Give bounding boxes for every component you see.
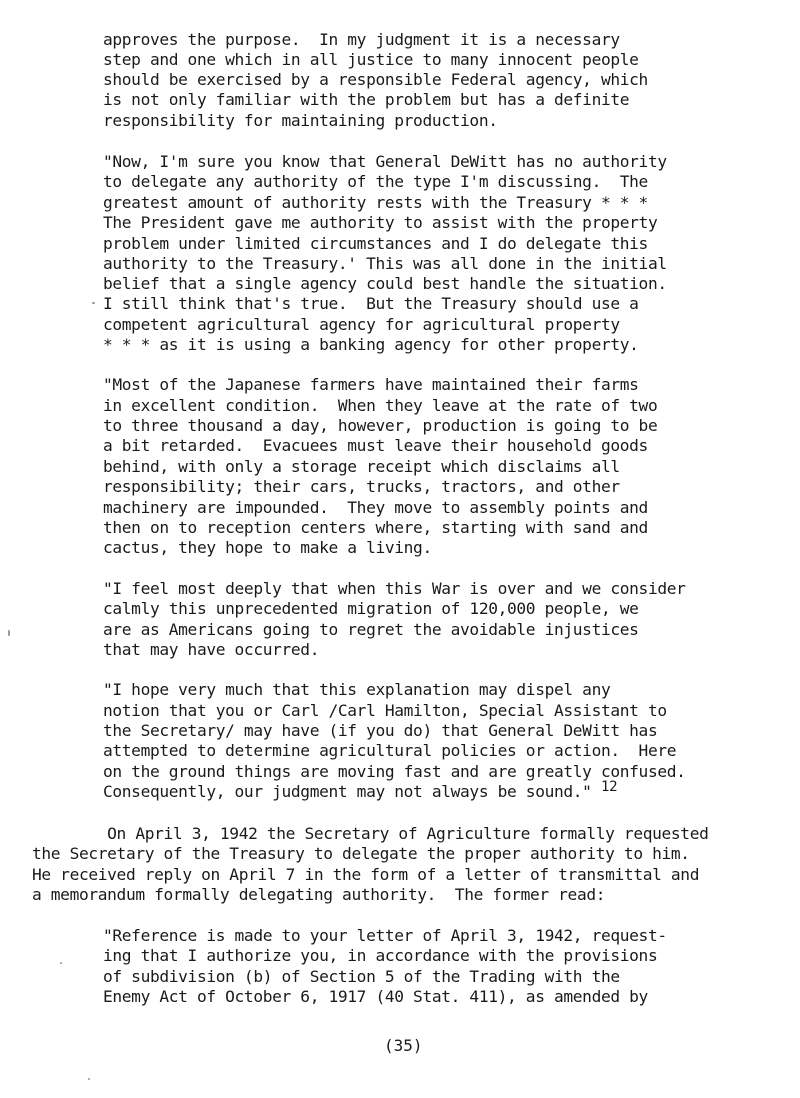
scan-speck [92, 302, 95, 304]
text-line: of subdivision (b) of Section 5 of the Trading with the [103, 967, 620, 986]
text-line: machinery are impounded. They move to assembly points and [103, 498, 648, 517]
text-line: problem under limited circumstances and I do delegate this [103, 234, 648, 253]
text-line: ing that I authorize you, in accordance with the provisions [103, 946, 658, 965]
text-line: greatest amount of authority rests with the Treasury * * * [103, 193, 648, 212]
text-line: behind, with only a storage receipt which disclaims all [103, 457, 620, 476]
scan-speck [88, 1078, 90, 1080]
text-line: should be exercised by a responsible Federal agency, which [103, 70, 648, 89]
scan-speck [8, 630, 10, 636]
text-line: in excellent condition. When they leave at the rate of two [103, 396, 658, 415]
text-line: responsibility; their cars, trucks, tractors, and other [103, 477, 620, 496]
text-line: the Secretary/ may have (if you do) that General DeWitt has [103, 721, 658, 740]
text-line: step and one which in all justice to many innocent people [103, 50, 639, 69]
text-line: Consequently, our judgment may not always be sound." [103, 782, 592, 801]
text-line: a bit retarded. Evacuees must leave their household goods [103, 436, 648, 455]
text-line: that may have occurred. [103, 640, 320, 659]
page-number: (35) [384, 1036, 423, 1055]
text-line: * * * as it is using a banking agency for other property. [103, 335, 639, 354]
text-line: responsibility for maintaining production. [103, 111, 498, 130]
text-line: calmly this unprecedented migration of 120,000 people, we [103, 599, 639, 618]
text-line: to delegate any authority of the type I'm discussing. The [103, 172, 648, 191]
text-line: On April 3, 1942 the Secretary of Agriculture formally requested [32, 824, 709, 843]
text-line: are as Americans going to regret the avoidable injustices [103, 620, 639, 639]
text-line: He received reply on April 7 in the form of a letter of transmittal and [32, 865, 700, 884]
text-line: notion that you or Carl /Carl Hamilton, Special Assistant to [103, 701, 667, 720]
text-line: "Reference is made to your letter of April 3, 1942, request- [103, 926, 667, 945]
text-line: attempted to determine agricultural policies or action. Here [103, 741, 677, 760]
text-line: the Secretary of the Treasury to delegate the proper authority to him. [32, 844, 690, 863]
text-line-with-footnote [103, 779, 618, 803]
text-line: I still think that's true. But the Treasury should use a [103, 294, 639, 313]
text-line: to three thousand a day, however, production is going to be [103, 416, 658, 435]
text-line: on the ground things are moving fast and are greatly confused. [103, 762, 686, 781]
text-line: "Now, I'm sure you know that General DeWitt has no authority [103, 152, 667, 171]
scan-speck [60, 962, 62, 964]
text-line: The President gave me authority to assist with the property [103, 213, 658, 232]
text-line: then on to reception centers where, starting with sand and [103, 518, 648, 537]
text-line: is not only familiar with the problem but has a definite [103, 90, 630, 109]
text-line: "I hope very much that this explanation may dispel any [103, 680, 611, 699]
text-line: "I feel most deeply that when this War is over and we consider [103, 579, 686, 598]
text-line: approves the purpose. In my judgment it is a necessary [103, 30, 620, 49]
text-line: competent agricultural agency for agricultural property [103, 315, 620, 334]
footnote-reference: 12 [600, 779, 618, 795]
text-line: authority to the Treasury.' This was all done in the initial [103, 254, 667, 273]
text-line: Enemy Act of October 6, 1917 (40 Stat. 411), as amended by [103, 987, 648, 1006]
text-line: a memorandum formally delegating authority. The former read: [32, 885, 606, 904]
text-line: belief that a single agency could best handle the situation. [103, 274, 667, 293]
text-line: "Most of the Japanese farmers have maintained their farms [103, 375, 639, 394]
text-line: cactus, they hope to make a living. [103, 538, 432, 557]
